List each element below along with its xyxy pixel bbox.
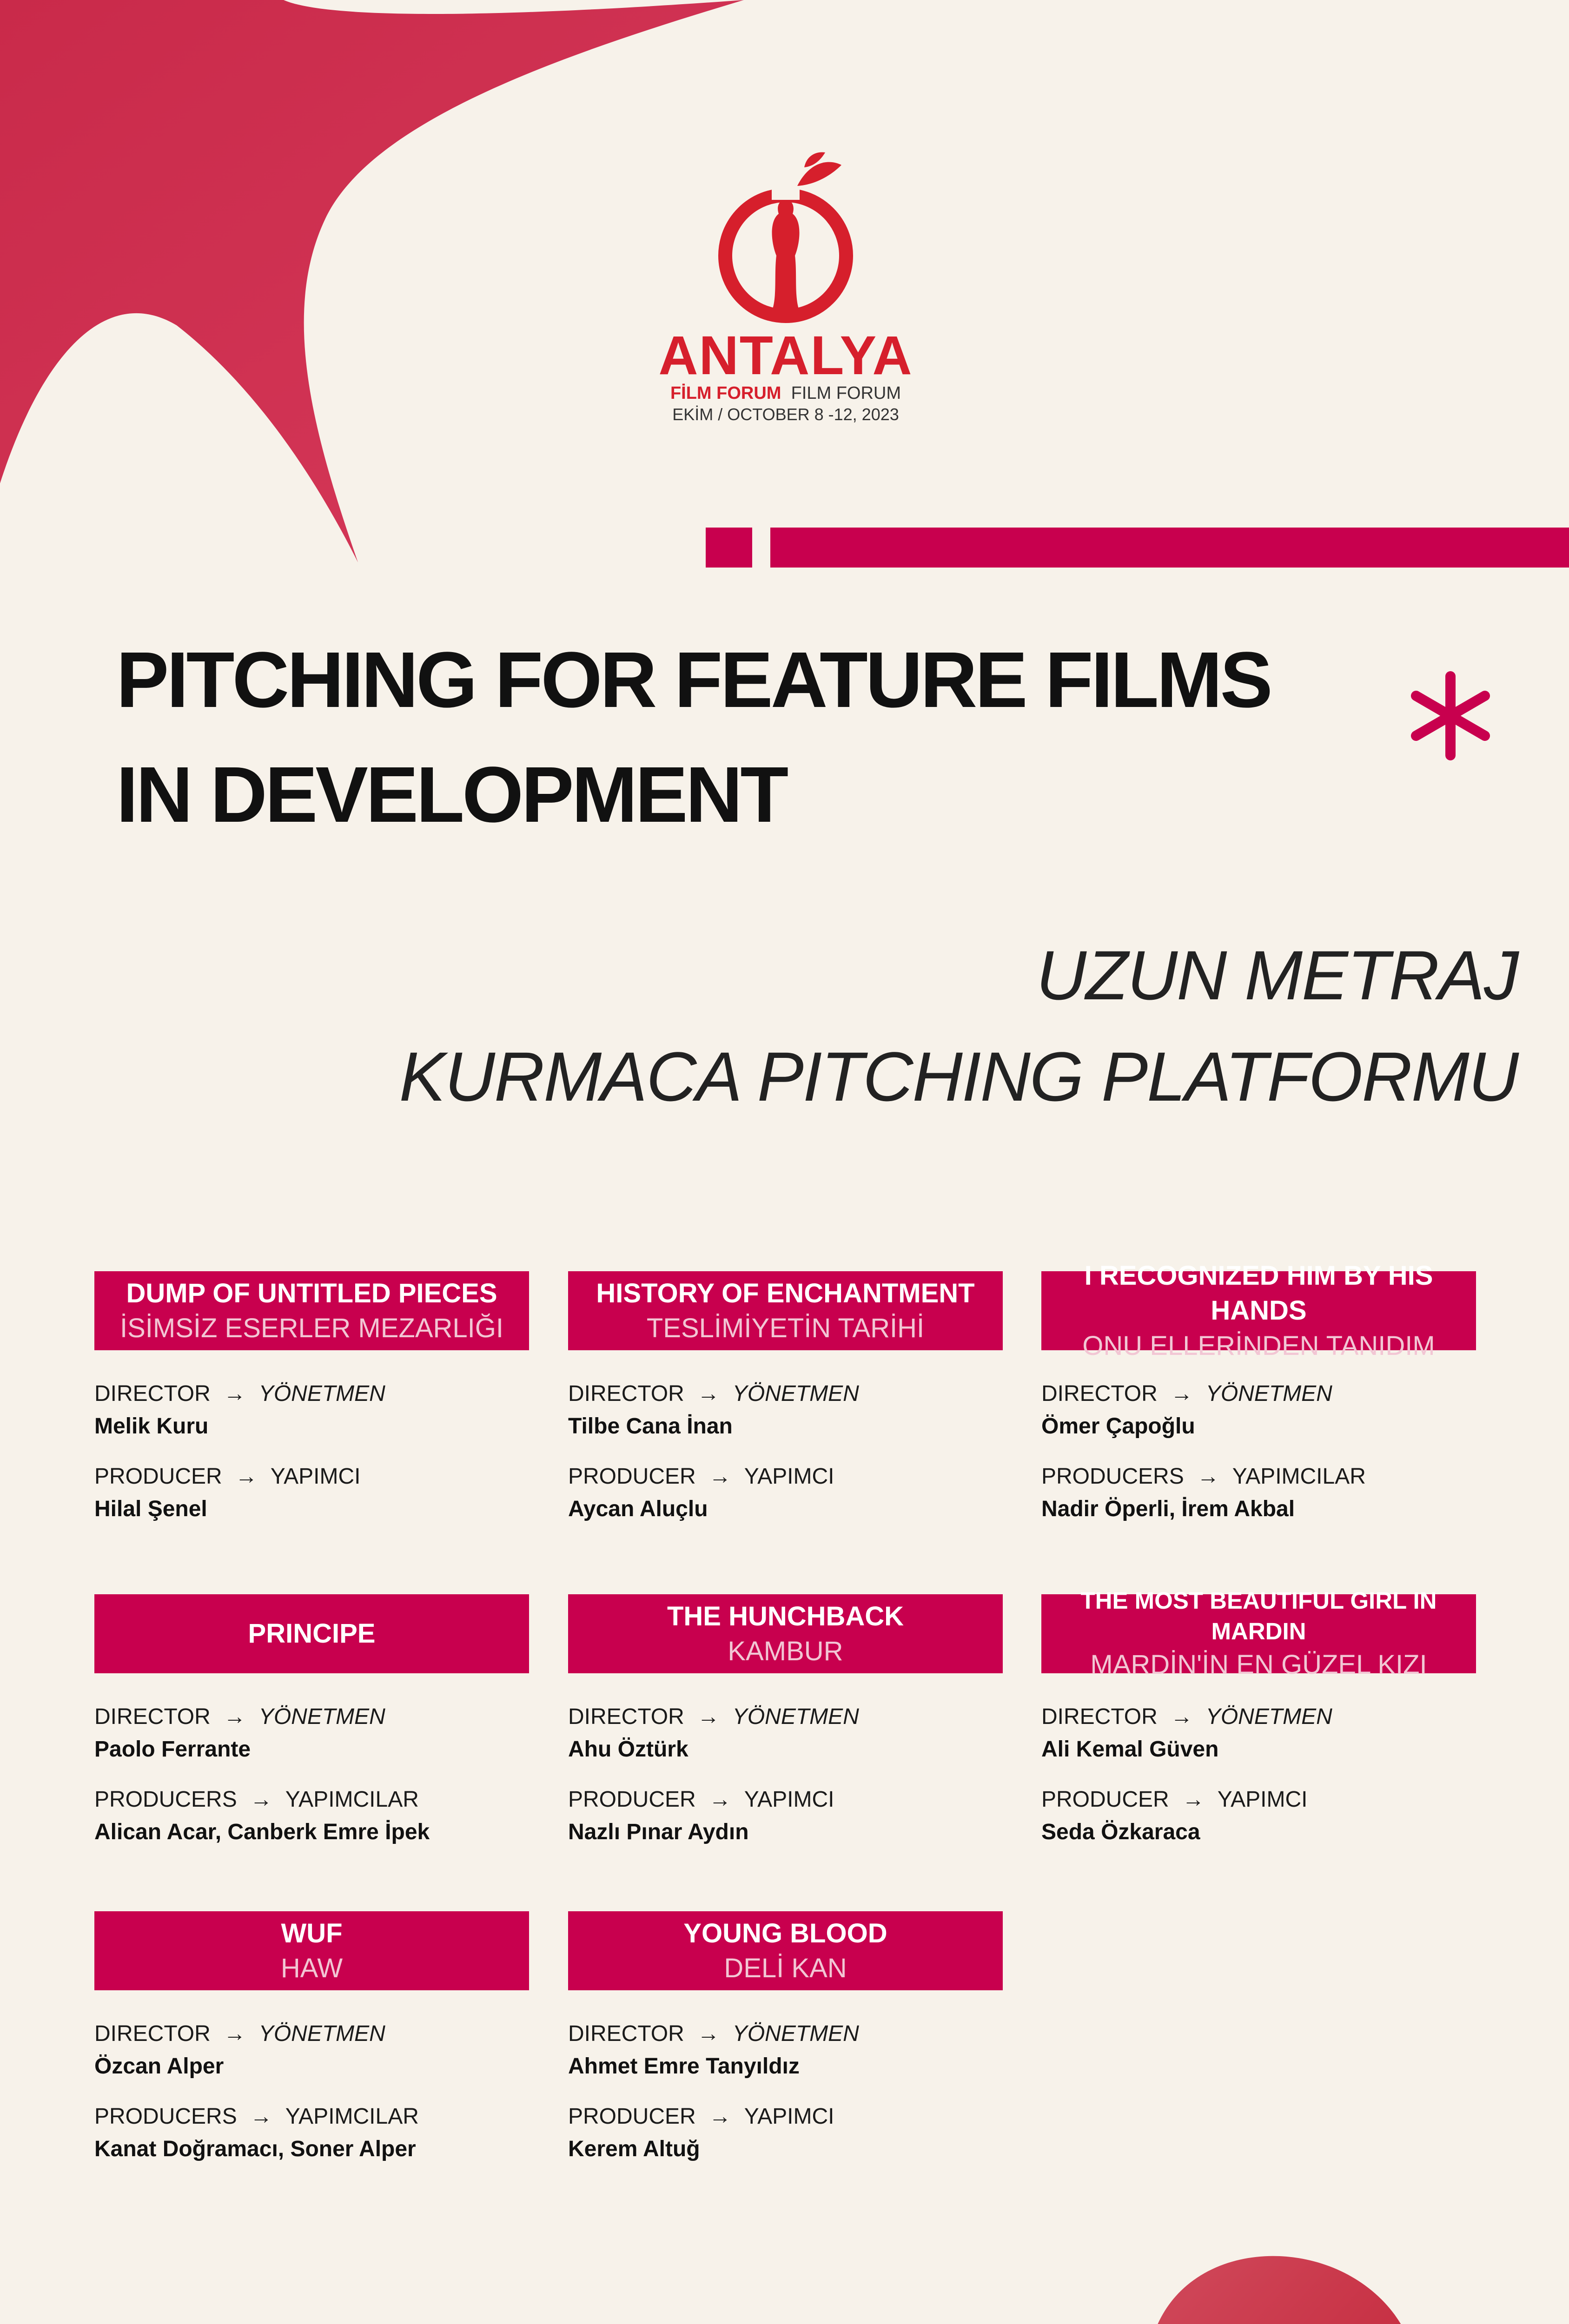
producer-name: Seda Özkaraca: [1041, 1820, 1200, 1844]
director-name: Ahmet Emre Tanyıldız: [568, 2054, 800, 2079]
project-title-en: DUMP OF UNTITLED PIECES: [126, 1278, 497, 1308]
arrow-right-icon: →: [250, 2104, 272, 2129]
director-name: Melik Kuru: [94, 1414, 209, 1439]
producer-name: Kanat Doğramacı, Soner Alper: [94, 2137, 416, 2161]
arrow-right-icon: →: [697, 1704, 720, 1729]
arrow-right-icon: →: [697, 1381, 720, 1406]
producer-name: Nadir Öperli, İrem Akbal: [1041, 1497, 1295, 1521]
producer-name: Nazlı Pınar Aydın: [568, 1820, 749, 1844]
director-label: DIRECTOR → YÖNETMEN: [568, 2021, 859, 2046]
project-card: [568, 1911, 1003, 2160]
director-label: DIRECTOR → YÖNETMEN: [1041, 1381, 1332, 1406]
producer-label: PRODUCER → YAPIMCI: [94, 1464, 361, 1489]
producer-label: PRODUCER → YAPIMCI: [568, 1464, 834, 1489]
project-card: [94, 1594, 529, 1843]
accent-bar-long: [770, 528, 1569, 568]
page-subtitle: UZUN METRAJ KURMACA PITCHING PLATFORMU: [399, 936, 1518, 1116]
producer-name: Hilal Şenel: [94, 1497, 207, 1521]
logo-date: EKİM / OCTOBER 8 -12, 2023: [672, 404, 899, 424]
apple-statue-icon: [711, 149, 860, 325]
project-title-tr: İSİMSİZ ESERLER MEZARLIĞI: [119, 1313, 504, 1343]
producer-label: PRODUCERS → YAPIMCILAR: [1041, 1464, 1366, 1489]
project-title-box: [568, 1594, 1003, 1673]
project-title-box: [568, 1911, 1003, 1990]
project-card: [94, 1271, 529, 1520]
director-name: Tilbe Cana İnan: [568, 1414, 733, 1439]
arrow-right-icon: →: [697, 2021, 720, 2046]
director-name: Ali Kemal Güven: [1041, 1737, 1219, 1762]
arrow-right-icon: →: [1197, 1464, 1219, 1489]
director-name: Özcan Alper: [94, 2054, 224, 2079]
project-card: [1041, 1587, 1476, 1844]
project-title-tr: HAW: [280, 1953, 343, 1983]
project-title-tr: MARDİN'İN EN GÜZEL KIZI: [1090, 1649, 1427, 1680]
project-credits: [1041, 1706, 1476, 1843]
director-label: DIRECTOR → YÖNETMEN: [568, 1704, 859, 1729]
logo-wordmark: ANTALYA: [658, 325, 913, 386]
director-name: Ahu Öztürk: [568, 1737, 689, 1762]
project-credits: [568, 2023, 1003, 2160]
arrow-right-icon: →: [250, 1787, 272, 1812]
director-label: DIRECTOR → YÖNETMEN: [94, 1704, 385, 1729]
project-card: [568, 1594, 1003, 1843]
logo-subtitle: FİLM FORUM FILM FORUM: [670, 383, 901, 403]
arrow-right-icon: →: [223, 1381, 246, 1406]
project-title-en: THE MOST BEAUTIFUL GIRL IN MARDIN: [1080, 1587, 1437, 1645]
decorative-petals-bottom: [1069, 2208, 1569, 2324]
producer-label: PRODUCER → YAPIMCI: [568, 1787, 834, 1812]
project-credits: [94, 1383, 529, 1520]
asterisk-icon: [1404, 669, 1497, 762]
project-title-en: YOUNG BLOOD: [683, 1918, 887, 1948]
project-title-en: WUF: [281, 1918, 343, 1948]
project-title-box: [568, 1271, 1003, 1350]
arrow-right-icon: →: [235, 1464, 258, 1489]
project-credits: [94, 2023, 529, 2160]
arrow-right-icon: →: [1170, 1381, 1193, 1406]
director-label: DIRECTOR → YÖNETMEN: [94, 1381, 385, 1406]
project-title-en: PRINCIPE: [248, 1618, 376, 1649]
project-card: [568, 1271, 1003, 1520]
project-title-en: THE HUNCHBACK: [667, 1601, 904, 1631]
project-title-tr: ONU ELLERİNDEN TANIDIM: [1082, 1330, 1435, 1361]
accent-bar-small: [706, 528, 752, 568]
project-credits: [1041, 1383, 1476, 1520]
arrow-right-icon: →: [1182, 1787, 1205, 1812]
producer-label: PRODUCERS → YAPIMCILAR: [94, 1787, 419, 1812]
director-label: DIRECTOR → YÖNETMEN: [1041, 1704, 1332, 1729]
project-title-box: [1041, 1587, 1476, 1680]
director-name: Ömer Çapoğlu: [1041, 1414, 1195, 1439]
project-title-box: [1041, 1260, 1476, 1361]
arrow-right-icon: →: [708, 2104, 731, 2129]
arrow-right-icon: →: [708, 1464, 731, 1489]
director-label: DIRECTOR → YÖNETMEN: [568, 1381, 859, 1406]
producer-name: Alican Acar, Canberk Emre İpek: [94, 1820, 430, 1844]
project-card: [1041, 1260, 1476, 1521]
director-name: Paolo Ferrante: [94, 1737, 251, 1762]
project-title-en: I RECOGNIZED HIM BY HIS HANDS: [1084, 1260, 1433, 1326]
project-title-box: [94, 1911, 529, 1990]
project-credits: [568, 1383, 1003, 1520]
project-credits: [568, 1706, 1003, 1843]
producer-label: PRODUCER → YAPIMCI: [568, 2104, 834, 2129]
project-title-en: HISTORY OF ENCHANTMENT: [596, 1278, 975, 1308]
producer-name: Kerem Altuğ: [568, 2137, 700, 2161]
director-label: DIRECTOR → YÖNETMEN: [94, 2021, 385, 2046]
project-title-tr: DELİ KAN: [724, 1953, 847, 1983]
arrow-right-icon: →: [223, 2021, 246, 2046]
page-title: PITCHING FOR FEATURE FILMS IN DEVELOPMENT: [116, 636, 1271, 839]
project-title-tr: TESLİMİYETİN TARİHİ: [646, 1313, 925, 1343]
project-title-box: [94, 1271, 529, 1350]
festival-logo: [642, 149, 930, 424]
arrow-right-icon: →: [223, 1704, 246, 1729]
producer-name: Aycan Aluçlu: [568, 1497, 708, 1521]
arrow-right-icon: →: [1170, 1704, 1193, 1729]
project-title-tr: KAMBUR: [728, 1636, 843, 1666]
project-card: [94, 1911, 529, 2160]
producer-label: PRODUCERS → YAPIMCILAR: [94, 2104, 419, 2129]
producer-label: PRODUCER → YAPIMCI: [1041, 1787, 1308, 1812]
project-title-box: [94, 1594, 529, 1673]
project-credits: [94, 1706, 529, 1843]
arrow-right-icon: →: [708, 1787, 731, 1812]
